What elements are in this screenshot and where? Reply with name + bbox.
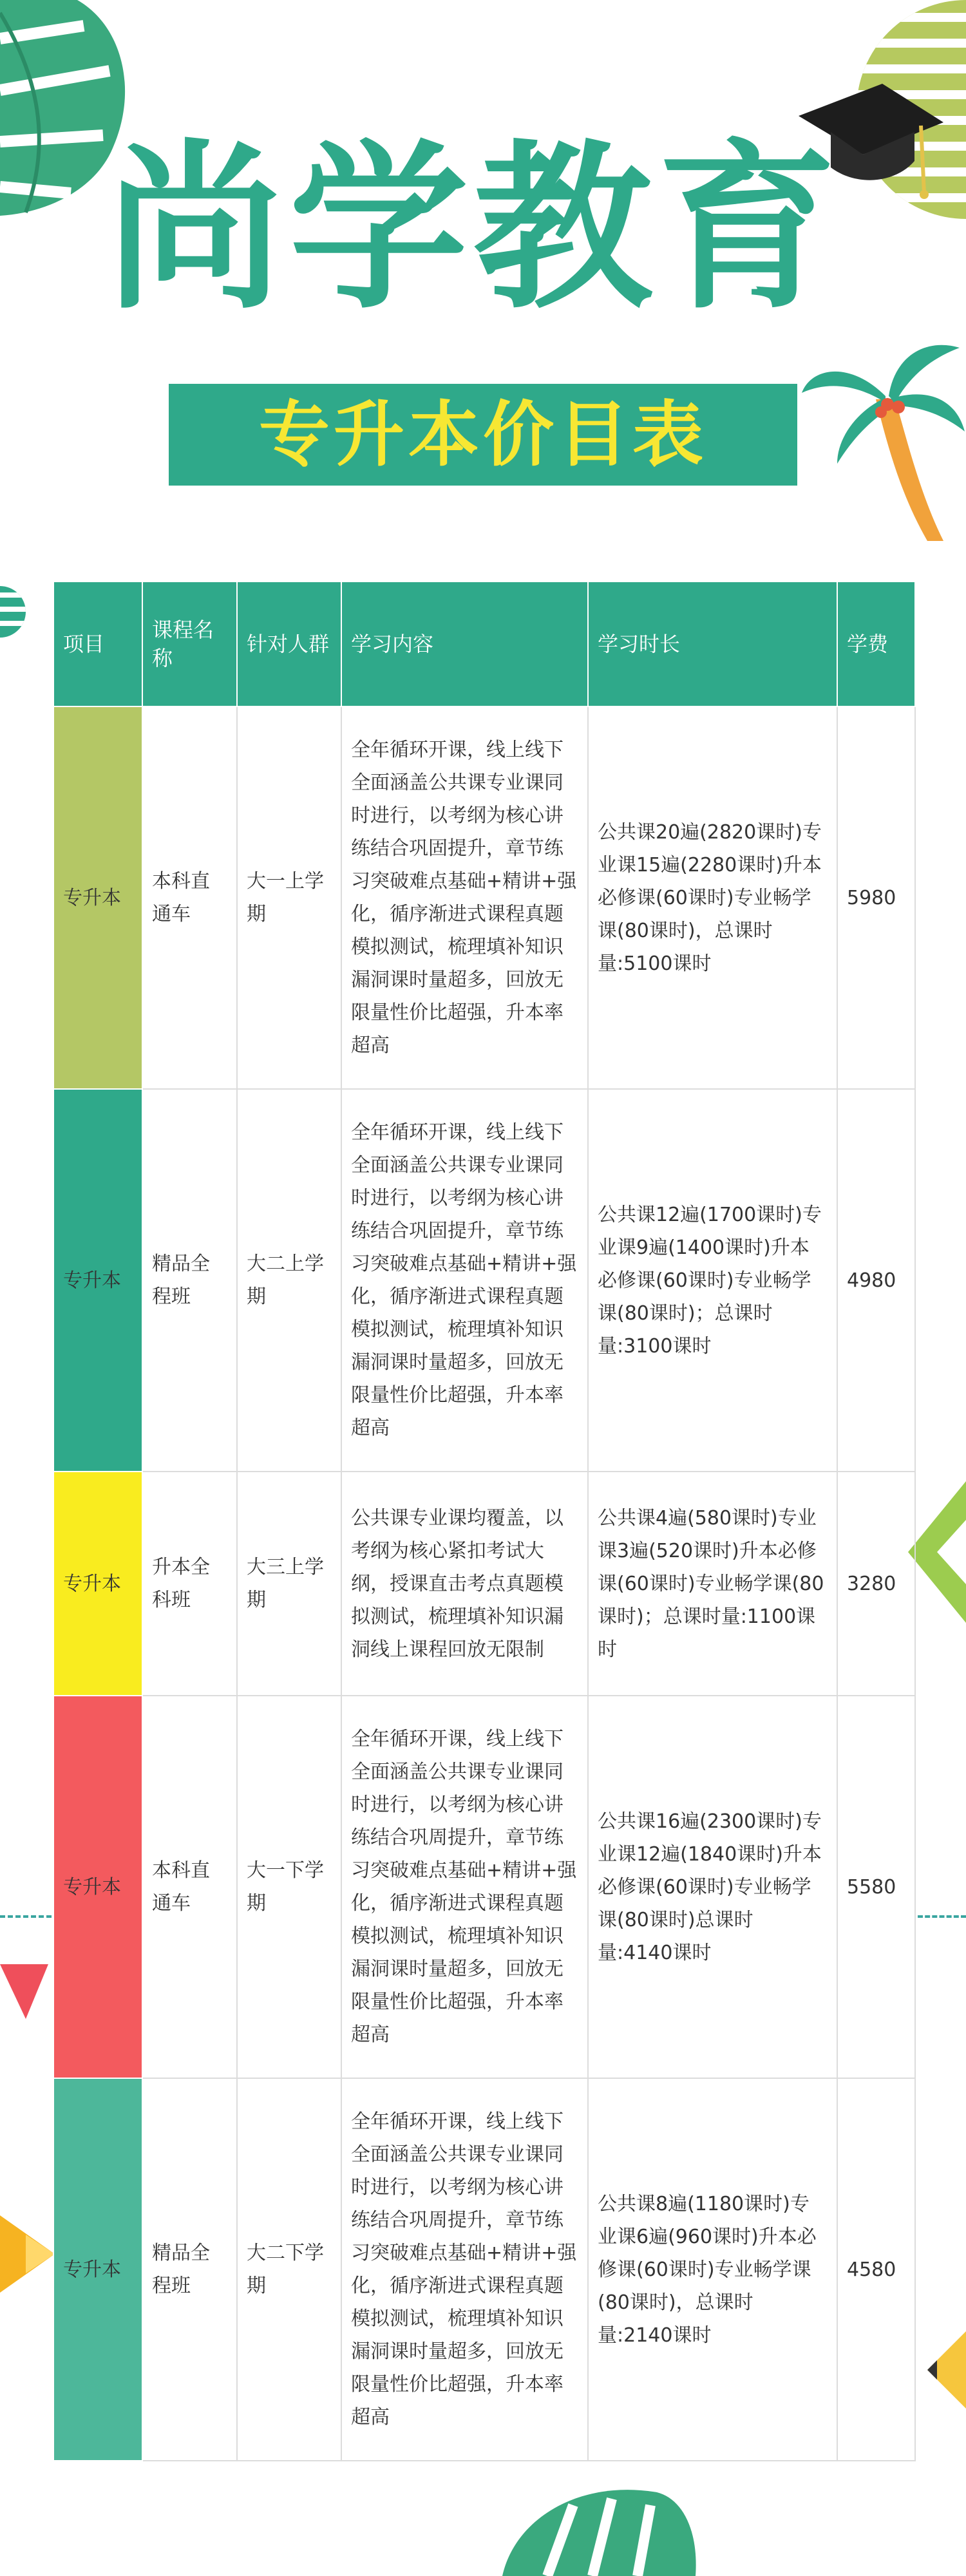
table-row: [53, 2078, 915, 2461]
cell-course: 本科直通车: [142, 1696, 237, 2078]
cell-duration: 公共课4遍(580课时)专业课3遍(520课时)升本必修课(60课时)专业畅学课(80课时)；总课时量:1100课时: [588, 1472, 837, 1696]
cell-course: 精品全程班: [142, 2078, 237, 2461]
page-title: 尚学教育: [105, 124, 842, 333]
cell-fee: 5980: [837, 706, 915, 1089]
cell-content: 全年循环开课，线上线下全面涵盖公共课专业课同时进行，以考纲为核心讲练结合巩周提升，章节练习突破难点基础+精讲+强化，循序渐进式课程真题模拟测试，梳理填补知识漏洞课时量超多，回放无限量性价比超强，升本率超高: [341, 2078, 588, 2461]
header-content: 学习内容: [341, 582, 588, 706]
cell-audience: 大二下学期: [237, 2078, 341, 2461]
price-table: [53, 581, 916, 2461]
cell-project: 专升本: [53, 1089, 142, 1472]
subtitle-text: 专升本价目表: [259, 393, 707, 476]
palm-tree-icon: [799, 335, 966, 541]
cell-fee: 4580: [837, 2078, 915, 2461]
monstera-leaf-icon: [489, 2479, 702, 2576]
cell-audience: 大二上学期: [237, 1089, 341, 1472]
cell-duration: 公共课8遍(1180课时)专业课6遍(960课时)升本必修课(60课时)专业畅学课(80课时)，总课时量:2140课时: [588, 2078, 837, 2461]
cell-audience: 大一下学期: [237, 1696, 341, 2078]
table-row: [53, 1696, 915, 2078]
cell-project: 专升本: [53, 1696, 142, 2078]
header-duration: 学习时长: [588, 582, 837, 706]
cell-content: 全年循环开课，线上线下全面涵盖公共课专业课同时进行，以考纲为核心讲练结合巩固提升，章节练习突破难点基础+精讲+强化，循序渐进式课程真题模拟测试，梳理填补知识漏洞课时量超多，回放无限量性价比超强，升本率超高: [341, 706, 588, 1089]
cell-duration: 公共课16遍(2300课时)专业课12遍(1840课时)升本必修课(60课时)专业畅学课(80课时)总课时量:4140课时: [588, 1696, 837, 2078]
header-audience: 针对人群: [237, 582, 341, 706]
subtitle-banner: [169, 384, 797, 486]
table-row: [53, 706, 915, 1089]
cell-content: 全年循环开课，线上线下全面涵盖公共课专业课同时进行，以考纲为核心讲练结合巩固提升，章节练习突破难点基础+精讲+强化，循序渐进式课程真题模拟测试，梳理填补知识漏洞课时量超多，回放无限量性价比超强，升本率超高: [341, 1089, 588, 1472]
cell-content: 全年循环开课，线上线下全面涵盖公共课专业课同时进行，以考纲为核心讲练结合巩周提升，章节练习突破难点基础+精讲+强化，循序渐进式课程真题模拟测试，梳理填补知识漏洞课时量超多，回放无限量性价比超强，升本率超高: [341, 1696, 588, 2078]
cell-project: 专升本: [53, 1472, 142, 1696]
cell-course: 升本全科班: [142, 1472, 237, 1696]
cell-project: 专升本: [53, 2078, 142, 2461]
header-project: 项目: [53, 582, 142, 706]
cell-audience: 大三上学期: [237, 1472, 341, 1696]
cell-duration: 公共课12遍(1700课时)专业课9遍(1400课时)升本必修课(60课时)专业畅学课(80课时)；总课时量:3100课时: [588, 1089, 837, 1472]
cell-duration: 公共课20遍(2820课时)专业课15遍(2280课时)升本必修课(60课时)专业畅学课(80课时)，总课时量:5100课时: [588, 706, 837, 1089]
dashed-divider: [0, 1915, 52, 1918]
pencil-icon: [0, 2202, 58, 2306]
cell-fee: 5580: [837, 1696, 915, 2078]
cell-course: 本科直通车: [142, 706, 237, 1089]
cell-course: 精品全程班: [142, 1089, 237, 1472]
ruler-icon: [908, 1481, 966, 1623]
striped-circle-icon: [0, 547, 26, 676]
table-header-row: [53, 582, 915, 706]
dashed-divider: [918, 1915, 966, 1918]
cell-fee: 3280: [837, 1472, 915, 1696]
cell-content: 公共课专业课均覆盖，以考纲为核心紧扣考试大纲，授课直击考点真题模拟测试，梳理填补知识漏洞线上课程回放无限制: [341, 1472, 588, 1696]
header-fee: 学费: [837, 582, 915, 706]
table-row: [53, 1472, 915, 1696]
triangle-icon: [0, 1958, 52, 2022]
cell-project: 专升本: [53, 706, 142, 1089]
pencil-icon: [921, 2318, 966, 2409]
header-course: 课程名称: [142, 582, 237, 706]
table-row: [53, 1089, 915, 1472]
cell-fee: 4980: [837, 1089, 915, 1472]
cell-audience: 大一上学期: [237, 706, 341, 1089]
